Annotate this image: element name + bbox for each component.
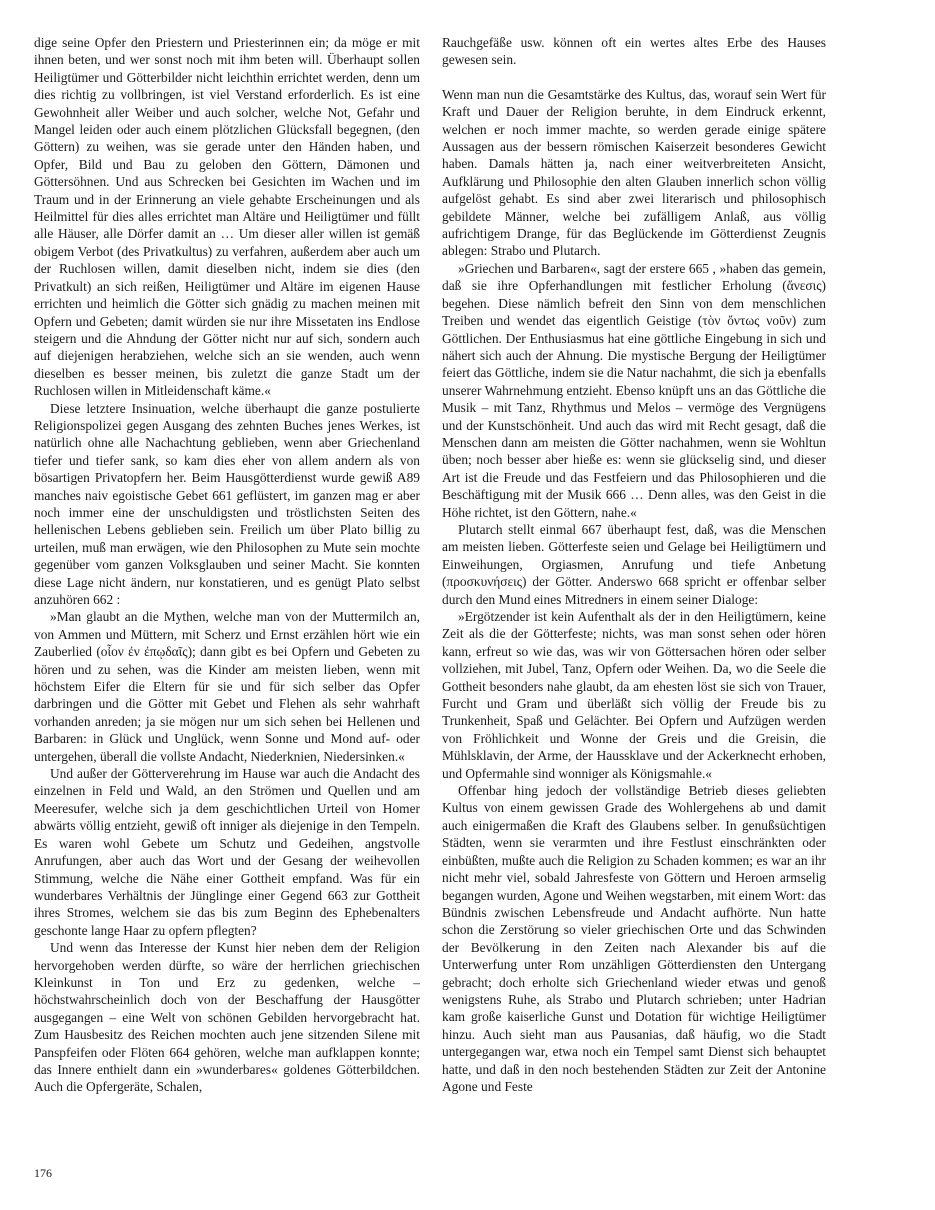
paragraph: Plutarch stellt einmal 667 überhaupt fest, daß, was die Menschen am meisten lieben. Götterfeste seien und Gelage bei Heiligtümern und Einweihungen, Orgiasmen, Anrufung und tiefe Anbetung (προσκυνήσεις) der Götter. Anderswo 668 spricht er offenbar selber durch den Mund eines Mitredners in einem seiner Dialoge:	[442, 521, 826, 607]
paragraph: Diese letztere Insinuation, welche überhaupt die ganze postulierte Religionspolizei gegen Ausgang des zehnten Buches jenes Werkes, ist natürlich ohne alle Nachachtung geblieben, wenn aber Griechenland tiefer und tiefer sank, so kam dies eher von allem andern als von bösartigen Privatopfern her. Beim Hausgötterdienst wurde gewiß A89 manches naiv egoistische Gebet 661 geflüstert, im ganzen mag er aber noch immer eine der unschuldigsten und tröstlichsten Seiten des hellenischen Lebens geblieben sein. Freilich um über Plato billig zu urteilen, muß man erwägen, wie den Philosophen zu Mute sein mochte gegenüber vom ganzen Volksglauben und seiner Macht. Sie konnten diese Lage nicht ändern, nur konstatieren, und es genügt Plato selbst anzuhören 662 :	[34, 400, 420, 607]
paragraph: dige seine Opfer den Priestern und Priesterinnen ein; da möge er mit ihnen beten, und wer sonst noch mit ihm beten will. Überhaupt sollen Heiligtümer und Götterbilder nicht leichthin errichtet werden, denn um dies richtig zu vollbringen, ist viel Verstand erforderlich. Es ist eine Gewohnheit aller Weiber und auch solcher, welche Not, Gefahr und Mangel leiden oder auch einem plötzlichen Glücksfall begegnen, (den Göttern) zu weihen, was sie gerade unter den Händen haben, und Opfer, Bild und Bau zu geloben den Göttern, Dämonen und Göttersöhnen. Und aus Schrecken bei Gesichten im Wachen und im Traum und in der Erinnerung an viele gehabte Erscheinungen und als Heilmittel für dies alles errichtet man Altäre und Heiligtümer und füllt alle Häuser, alle Dörfer damit an … Um dieser aller willen ist gemäß obigem Verbot (des Privatkultus) zu verfahren, außerdem aber auch um der Ruchlosen willen, damit dieselben nicht, indem sie dies (den Privatkult) an sich reißen, Heiligtümer und Altäre im eigenen Hause errichten und heimlich die Götter sich gnädig zu machen meinen mit Opfern und Gebeten; damit würden sie nur ihre Missetaten ins Endlose steigern und die Ahndung der Götter nicht nur auf sich, sondern auch auf diejenigen herabziehen, welche sich an sie wenden, auch wenn dieselben es besser meinen, bis zuletzt die ganze Stadt um der Ruchlosen willen in Mitleidenschaft käme.«	[34, 35, 420, 399]
paragraph: Und wenn das Interesse der Kunst hier neben dem der Religion hervorgehoben werden dürfte, so wäre der herrlichen griechischen Kleinkunst in Ton und Erz zu gedenken, welche – höchstwahrscheinlich doch von der Beschaffung der Hausgötter ausgegangen – eine Welt von schönen Gebilden hervorgebracht hat. Zum Hausbesitz des Reichen mochten auch jene sitzenden Silene mit Panspfeifen oder Flöten 664 gehören, welche man aufklappen konnte; das Innere enthielt dann ein »wunderbares« goldenes Götterbildchen. Auch die Opfergeräte, Schalen,	[34, 940, 420, 1095]
right-column	[442, 34, 826, 1095]
left-column	[34, 34, 420, 1096]
quotation-paragraph: »Griechen und Barbaren«, sagt der erstere 665 , »haben das gemein, daß sie ihre Opferhandlungen mit festlicher Erholung (ἄνεσις) begehen. Diese nämlich befreit den Sinn von dem menschlichen Treiben und wendet das eigentlich Geistige (τὸν ὄντως νοῦν) zum Göttlichen. Der Enthusiasmus hat eine göttliche Eingebung in sich und nähert sich auch der Ahnung. Die mystische Bergung der Heiligtümer feiert das Göttliche, indem sie die Natur nachahmt, die sich ja ebenfalls unserer Wahrnehmung entzieht. Ebenso knüpft uns an das Göttliche die Musik – mit Tanz, Rhythmus und Melos – vermöge des Vergnügens und der Kunstschönheit. Und auch das wird mit Recht gesagt, daß die Menschen dann am meisten die Götter nachahmen, wenn sie Wohltun üben; noch besser aber hieße es: wenn sie glückselig sind, und dieser Art ist die Freude und das Festfeiern und das Philosophieren und die Beschäftigung mit der Musik 666 … Denn alles, was den Geist in die Höhe richtet, ist den Göttern, nahe.«	[442, 260, 826, 520]
page-number: 176	[34, 1166, 52, 1180]
quotation-paragraph: »Ergötzender ist kein Aufenthalt als der in den Heiligtümern, keine Zeit als die der Götterfeste; nichts, was man sonst sehen oder hören kann, erfreut so wie das, was wir von Göttersachen hören oder selber vollziehen, mit Jubel, Tanz, Opfern oder Weihen. Da, wo die Seele die Gottheit besonders nahe glaubt, da am ehesten löst sie sich von Trauer, Furcht und Gram und überläßt sich völlig der Freude bis zu Trunkenheit, Spaß und Gelächter. Bei Opfern und Aufzügen werden von Fröhlichkeit und Wonne der Greis und die Greisin, die Mühlsklavin, der Arme, der Haussklave und der Ackerknecht erhoben, und Opfermahle sind wonniger als Königsmahle.«	[442, 609, 826, 781]
quotation-paragraph: »Man glaubt an die Mythen, welche man von der Muttermilch an, von Ammen und Müttern, mit Scherz und Ernst erzählen hört wie ein Zauberlied (οἷον ἐν ἐπῳδαῖς); dann gibt es bei Opfern und Gebeten zu hören und zu sehen, was die Kinder am meisten lieben, wenn mit höchstem Eifer die Eltern für sie und für sich selber das Opfer darbringen und die Götter mit Gebet und Flehen als sehr wahrhaft vorhanden anreden; ja sie mögen nur um sich sehen bei Hellenen und Barbaren: in Glück und Unglück, wenn Sonne und Mond auf- oder untergehen, überall die vollste Andacht, Niederknien, Niedersinken.«	[34, 609, 420, 764]
paragraph: Und außer der Götterverehrung im Hause war auch die Andacht des einzelnen in Feld und Wald, an den Strömen und Quellen und am Meeresufer, welche sich ja dem geschichtlichen Urteil von Homer abwärts völlig entzieht, gewiß oft inniger als diejenige in den Tempeln. Es waren wohl Gebete um Schutz und Gedeihen, angstvolle Anrufungen, aber auch das Wort und der Gesang der weihevollen Stimmung, welche die Nähe einer Gottheit empfand. Was für ein wunderbares Verhältnis der Jünglinge einer Gegend 663 zur Gottheit ihres Stromes, welchem sie das bis zum Beginn des Ephebenalters geschonte lange Haar zu opfern pflegten?	[34, 766, 420, 938]
paragraph: Offenbar hing jedoch der vollständige Betrieb dieses geliebten Kultus von einem gewissen Grade des Wohlergehens ab und damit auch einigermaßen die Kraft des Glaubens selber. In genußsüchtigen Städten, wenn sie verarmten und ihre Festlust einschränkten oder einbüßten, mußte auch die Religion zu Schaden kommen; es war an ihr nicht mehr viel, sobald Jahresfeste von Göttern und Heroen armselig begangen wurden, Agone und Weihen wegstarben, mit einem Wort: das Bündnis zwischen Lebensfreude und Andacht aufhörte. Nun hatte schon die Zerstörung so vieler griechischen Orte und das Schwinden der Bevölkerung in den Zeiten nach Alexander bis auf die Unterwerfung unter Rom unzähligen Götterdiensten den Untergang gebracht; doch erholte sich Griechenland wieder etwas und genoß wenigstens Ruhe, als Strabo und Plutarch schrieben; unter Hadrian kam große kaiserliche Gunst und Dotation für wichtige Heiligtümer hinzu. Auch sieht man aus Pausanias, daß häufig, wo die Stadt untergegangen war, etwa noch ein Tempel samt Dienst sich behauptet hatte, und daß in den noch bestehenden Städten zur Zeit der Antonine Agone und Feste	[442, 783, 826, 1094]
paragraph: Rauchgefäße usw. können oft ein wertes altes Erbe des Hauses gewesen sein.	[442, 35, 826, 68]
paragraph: Wenn man nun die Gesamtstärke des Kultus, das, worauf sein Wert für Kraft und Dauer der Religion beruhte, in dem Eindruck erkennt, welchen er noch immer machte, so werden gerade einige spätere Aussagen aus der bessern römischen Kaiserzeit besonderes Gewicht haben. Damals hätten ja, nach einer weitverbreiteten Ansicht, Aufklärung und Philosophie den alten Glauben innerlich schon völlig aufgelöst gehabt. Es sind aber zwei literarisch und philosophisch gebildete Männer, welche bei zufälligem Anlaß, aus völlig aufrichtigem Drange, für das Beglückende im Götterdienst Zeugnis ablegen: Strabo und Plutarch.	[442, 86, 826, 259]
